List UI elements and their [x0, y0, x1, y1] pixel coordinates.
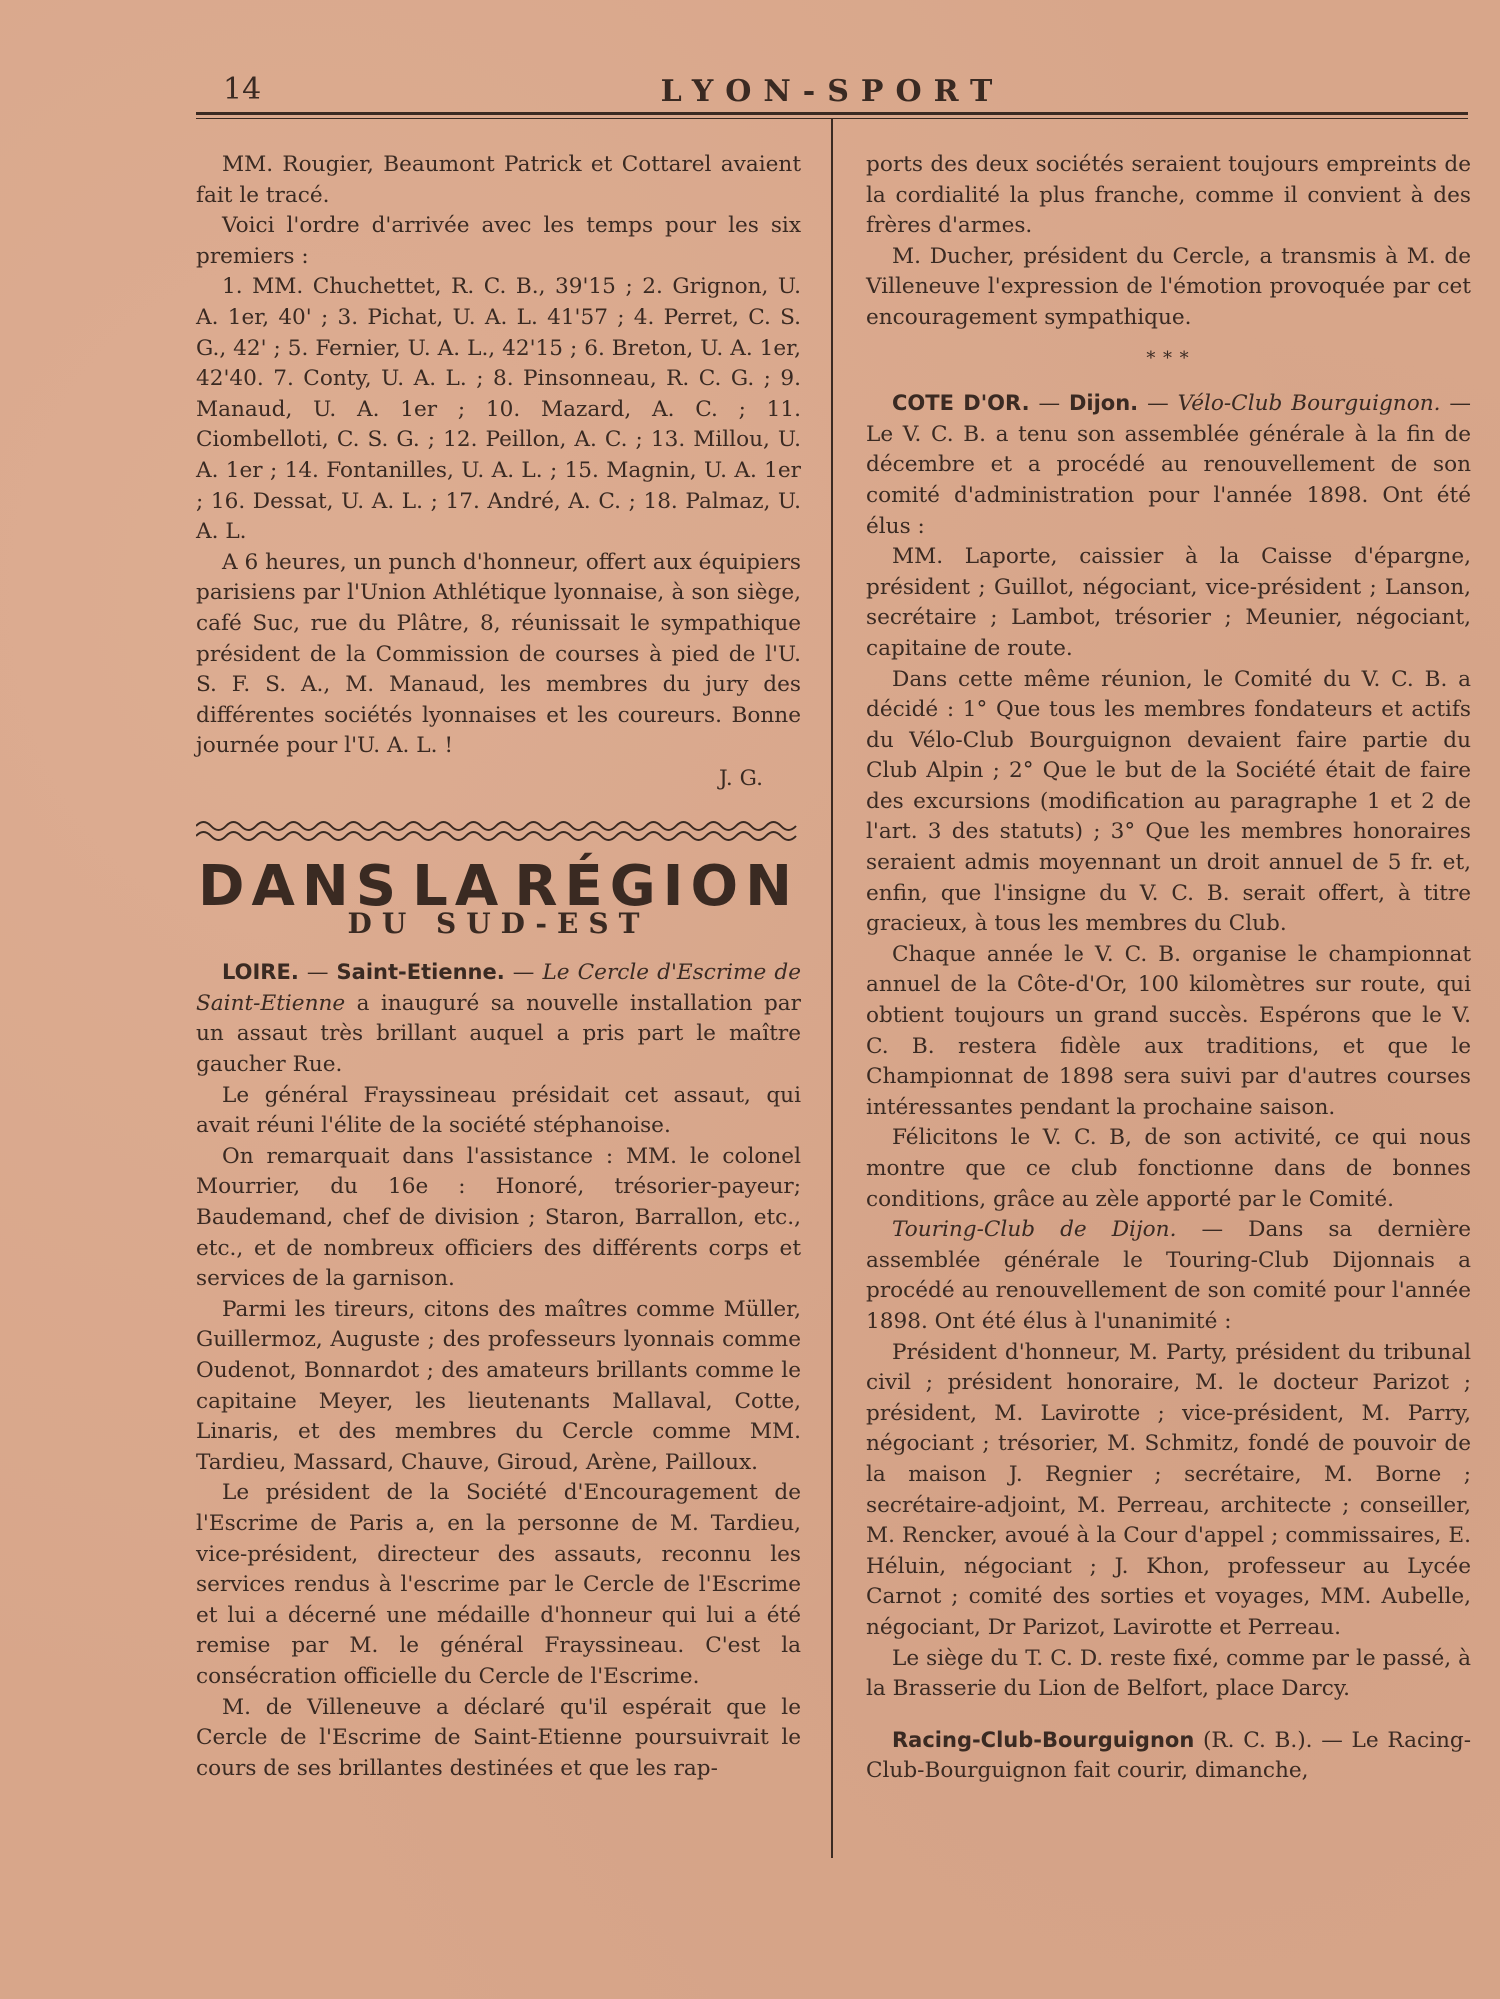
results-list: 1. MM. Chuchettet, R. C. B., 39'15 ; 2. Grignon, U. A. 1er, 40' ; 3. Pichat, U. A. L. 41'57 ; 4. Perret, C. S. G., 42' ; 5. Fernier, U. A. L., 42'15 ; 6. Breton, U. A. 1er, 42'40. 7. Conty, U. A. L. ; 8. Pinsonneau, R. C. G. ; 9. Manaud, U. A. 1er ; 10. Mazard, A. C. ; 11. Ciombelloti, C. S. G. ; 12. Peillon, A. C. ; 13. Millou, U. A. 1er ; 14. Fontanilles, U. A. L. ; 15. Magnin, U. A. 1er ; 16. Dessat, U. A. L. ; 17. André, A. C. ; 18. Palmaz, U. A. L.: [196, 274, 801, 545]
club-name: Vélo-Club Bourguignon.: [1177, 391, 1441, 417]
loire-paragraph: [196, 957, 801, 1080]
paragraph: MM. Rougier, Beaumont Patrick et Cottarel avaient fait le tracé.: [196, 152, 801, 208]
masthead-title: LYON-SPORT: [660, 74, 1005, 109]
dash: —: [1138, 391, 1178, 417]
club-label: Racing-Club-Bourguignon: [892, 1727, 1195, 1752]
paragraph: M. Ducher, président du Cercle, a transmis à M. de Villeneuve l'expression de l'émotion provoquée par cet encouragement sympathique.: [866, 243, 1471, 330]
left-column: [196, 150, 801, 1784]
section-heading: [196, 854, 801, 920]
racing-paragraph: [866, 1725, 1471, 1787]
dash: —: [298, 960, 337, 986]
page-number: 14: [223, 72, 262, 107]
header-rule-thick: [196, 112, 1468, 115]
touring-paragraph: [866, 1215, 1471, 1337]
paragraph: Voici l'ordre d'arrivée avec les temps pour les six premiers :: [196, 213, 801, 269]
signature: J. G.: [718, 765, 763, 791]
paragraph-text: — Le V. C. B. a tenu son assemblée générale à la fin de décembre et a procédé au renouvellement de son comité d'administration pour l'année 1898. Ont été élus :: [866, 391, 1471, 539]
paragraph: Le président de la Société d'Encouragement de l'Escrime de Paris a, en la personne de M. Tardieu, vice-président, directeur des assauts, reconnu les services rendus à l'escrime par le Cercle de l'Escrime et lui a décerné une médaille d'honneur qui lui a été remise par M. le général Frayssineau. C'est la consécration officielle du Cercle de l'Escrime.: [196, 1480, 801, 1689]
paragraph: ports des deux sociétés seraient toujours empreints de la cordialité la plus franche, comme il convient à des frères d'armes.: [866, 152, 1471, 239]
dash: —: [1029, 391, 1069, 417]
page-header: [195, 72, 1470, 108]
cote-dor-paragraph: [866, 388, 1471, 542]
paragraph: Le général Frayssineau présidait cet assaut, qui avait réuni l'élite de la société stéphanoise.: [196, 1082, 801, 1139]
heading-word: DANS: [198, 854, 404, 920]
heading-word: RÉGION: [514, 854, 799, 920]
paragraph: Chaque année le V. C. B. organise le championnat annuel de la Côte-d'Or, 100 kilomètres sur route, qui obtient toujours un grand succès. Espérons que le V. C. B. restera fidèle aux traditions, et que le Championnat de 1898 sera suivi par d'autres courses intéressantes pendant la prochaine saison.: [866, 941, 1471, 1120]
paragraph: M. de Villeneuve a déclaré qu'il espérait que le Cercle de l'Escrime de Saint-Etienne poursuivrait le cours de ses brillantes destinées et que les rap-: [196, 1694, 801, 1781]
dash: —: [504, 960, 543, 986]
dept-label: LOIRE.: [222, 960, 299, 985]
city-label: Dijon.: [1068, 391, 1139, 416]
club-name: Le Cercle d'Escrime de Saint-Etienne: [196, 960, 801, 1016]
paragraph-text: (R. C. B.). — Le Racing-Club-Bourguignon fait courir, dimanche,: [866, 1727, 1471, 1784]
paragraph: On remarquait dans l'assistance : MM. le colonel Mourrier, du 16e : Honoré, trésorier-payeur; Baudemand, chef de division ; Staron, Barrallon, etc., etc., et de nombreux officiers des différents corps et services de la garnison.: [196, 1143, 801, 1292]
club-name: Touring-Club de Dijon.: [892, 1217, 1177, 1243]
paragraph: A 6 heures, un punch d'honneur, offert aux équipiers parisiens par l'Union Athlétique lyonnaise, à son siège, café Suc, rue du Plâtre, 8, réunissait le sympathique président de la Commission de courses à pied de l'U. S. F. S. A., M. Manaud, les membres du jury des différentes sociétés lyonnaises et les coureurs. Bonne journée pour l'U. A. L. !: [196, 549, 801, 759]
paragraph-text: a inauguré sa nouvelle installation par un assaut très brillant auquel a pris part le maître gaucher Rue.: [196, 990, 801, 1078]
paragraph-text: — Dans sa dernière assemblée générale le Touring-Club Dijonnais a procédé au renouvellement de son comité pour l'année 1898. Ont été élus à l'unanimité :: [866, 1217, 1471, 1334]
right-column: [866, 150, 1471, 1787]
paragraph: Dans cette même réunion, le Comité du V. C. B. a décidé : 1° Que tous les membres fondateurs et actifs du Vélo-Club Bourguignon devaient faire partie du Club Alpin ; 2° Que le but de la Société était de faire des excursions (modification au paragraphe 1 et 2 de l'art. 3 des statuts) ; 3° Que les membres honoraires seraient admis moyennant un droit annuel de 5 fr. et, enfin, que l'insigne du V. C. B. serait offert, à titre gracieux, à tous les membres du Club.: [866, 666, 1471, 937]
paragraph: Parmi les tireurs, citons des maîtres comme Müller, Guillermoz, Auguste ; des professeurs lyonnais comme Oudenot, Bonnardot ; des amateurs brillants comme le capitaine Meyer, les lieutenants Mallaval, Cotte, Linaris, et des membres du Cercle comme MM. Tardieu, Massard, Chauve, Giroud, Arène, Pailloux.: [196, 1296, 801, 1475]
paragraph: Félicitons le V. C. B, de son activité, ce qui nous montre que ce club fonctionne dans de bonnes conditions, grâce au zèle apporté par le Comité.: [866, 1125, 1471, 1212]
column-divider: [831, 118, 833, 1858]
asterism: * * *: [1146, 347, 1191, 369]
heading-word: LA: [412, 854, 506, 920]
paragraph: MM. Laporte, caissier à la Caisse d'épargne, président ; Guillot, négociant, vice-président ; Lanson, secrétaire ; Lambot, trésorier ; Meunier, négociant, capitaine de route.: [866, 544, 1471, 661]
city-label: Saint-Etienne.: [336, 960, 505, 985]
wavy-divider: [196, 816, 801, 846]
dept-label: COTE D'OR.: [892, 391, 1030, 416]
paragraph: Le siège du T. C. D. reste fixé, comme par le passé, à la Brasserie du Lion de Belfort, place Darcy.: [866, 1645, 1471, 1702]
section-subheading: DU SUD-EST: [347, 906, 650, 940]
paragraph: Président d'honneur, M. Party, président du tribunal civil ; président honoraire, M. le docteur Parizot ; président, M. Lavirotte ; vice-président, M. Parry, négociant ; trésorier, M. Schmitz, fondé de pouvoir de la maison J. Regnier ; secrétaire, M. Borne ; secrétaire-adjoint, M. Perreau, architecte ; conseiller, M. Rencker, avoué à la Cour d'appel ; commissaires, E. Héluin, négociant ; J. Khon, professeur au Lycée Carnot ; comité des sorties et voyages, MM. Aubelle, négociant, Dr Parizot, Lavirotte et Perreau.: [866, 1339, 1471, 1640]
